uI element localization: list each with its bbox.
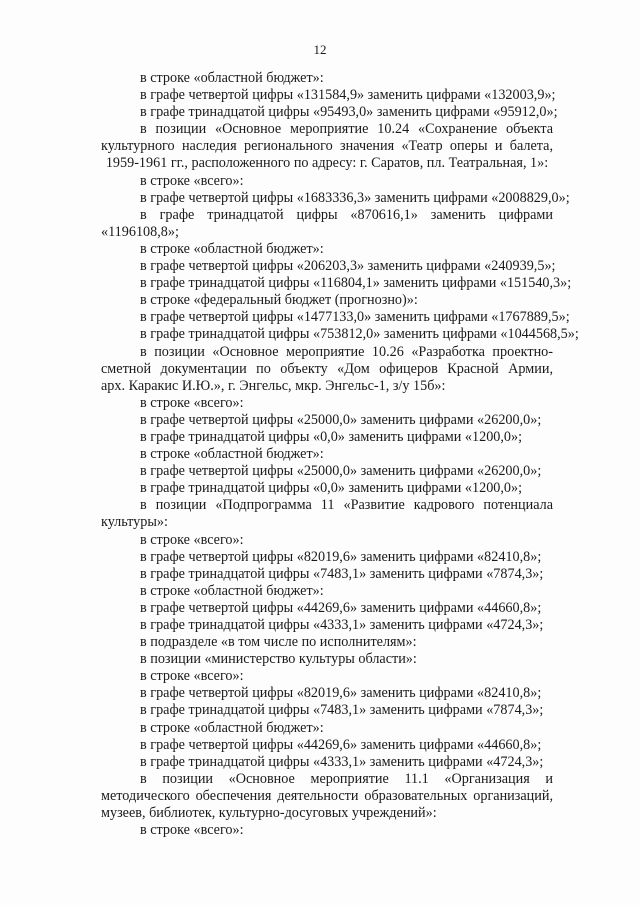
text-line: в строке «всего»: bbox=[140, 394, 244, 411]
text-line: в графе четвертой цифры «82019,6» заменить цифрами «82410,8»; bbox=[140, 548, 542, 565]
text-line: в графе тринадцатой цифры «7483,1» заменить цифрами «7874,3»; bbox=[140, 565, 544, 582]
text-line: в строке «областной бюджет»: bbox=[140, 70, 324, 86]
text-line: в строке «областной бюджет»: bbox=[140, 240, 324, 257]
text-line: в строке «всего»: bbox=[140, 172, 244, 189]
text-line: в графе тринадцатой цифры «7483,1» заменить цифрами «7874,3»; bbox=[140, 702, 544, 719]
text-line: арх. Каракис И.Ю.», г. Энгельс, мкр. Энгельс-1, з/у 15б»: bbox=[101, 377, 446, 394]
text-line: в позиции «Основное мероприятие 10.24 «Сохранение объекта bbox=[140, 121, 553, 138]
text-line: культурного наследия регионального значения «Театр оперы и балета, bbox=[101, 138, 553, 155]
text-line: в графе тринадцатой цифры «0,0» заменить цифрами «1200,0»; bbox=[140, 480, 523, 497]
text-line: в графе тринадцатой цифры «753812,0» заменить цифрами «1044568,5»; bbox=[140, 326, 579, 343]
text-line: в графе тринадцатой цифры «4333,1» заменить цифрами «4724,3»; bbox=[140, 753, 544, 770]
text-line: в графе четвертой цифры «1477133,0» заменить цифрами «1767889,5»; bbox=[140, 309, 570, 326]
text-line: в графе тринадцатой цифры «95493,0» заменить цифрами «95912,0»; bbox=[140, 104, 558, 121]
text-line: в позиции «министерство культуры области»: bbox=[140, 651, 417, 668]
text-line: в строке «всего»: bbox=[140, 668, 244, 685]
text-line: сметной документации по объекту «Дом офицеров Красной Армии, bbox=[101, 360, 553, 377]
text-line: методического обеспечения деятельности образовательных организаций, bbox=[101, 787, 553, 804]
text-line: в строке «всего»: bbox=[140, 822, 244, 839]
text-line: в графе тринадцатой цифры «4333,1» заменить цифрами «4724,3»; bbox=[140, 617, 544, 633]
text-line: в позиции «Основное мероприятие 11.1 «Организация и bbox=[140, 770, 553, 787]
text-line: в подразделе «в том числе по исполнителям»: bbox=[140, 634, 417, 651]
document-body bbox=[101, 70, 579, 839]
text-line: в графе четвертой цифры «25000,0» заменить цифрами «26200,0»; bbox=[140, 463, 542, 480]
text-line: в позиции «Основное мероприятие 10.26 «Разработка проектно- bbox=[140, 343, 553, 360]
text-line: в графе четвертой цифры «131584,9» заменить цифрами «132003,9»; bbox=[140, 87, 556, 104]
text-line: в графе четвертой цифры «44269,6» заменить цифрами «44660,8»; bbox=[140, 736, 542, 753]
text-line: в графе тринадцатой цифры «116804,1» заменить цифрами «151540,3»; bbox=[140, 275, 572, 292]
page-number: 12 bbox=[313, 42, 327, 57]
text-line: музеев, библиотек, культурно-досуговых учреждений»: bbox=[101, 805, 437, 822]
text-line: в графе тринадцатой цифры «870616,1» заменить цифрами bbox=[140, 206, 553, 223]
text-line: в графе четвертой цифры «82019,6» заменить цифрами «82410,8»; bbox=[140, 685, 542, 702]
text-line: в графе четвертой цифры «206203,3» заменить цифрами «240939,5»; bbox=[140, 258, 556, 275]
text-line: в строке «федеральный бюджет (прогнозно)»: bbox=[140, 292, 418, 309]
text-line: «1196108,8»; bbox=[101, 223, 179, 240]
text-line: в графе четвертой цифры «1683336,3» заменить цифрами «2008829,0»; bbox=[140, 189, 570, 206]
text-line: в строке «областной бюджет»: bbox=[140, 719, 324, 736]
text-line: в строке «областной бюджет»: bbox=[140, 446, 324, 463]
text-line: в строке «всего»: bbox=[140, 531, 244, 548]
text-line: в графе четвертой цифры «44269,6» заменить цифрами «44660,8»; bbox=[140, 599, 542, 616]
text-line: 1959-1961 гг., расположенного по адресу: г. Саратов, пл. Театральная, 1»: bbox=[105, 155, 549, 172]
text-line: в строке «областной бюджет»: bbox=[140, 582, 324, 599]
text-line: культуры»: bbox=[101, 514, 168, 531]
text-line: в позиции «Подпрограмма 11 «Развитие кадрового потенциала bbox=[140, 497, 553, 514]
text-line: в графе четвертой цифры «25000,0» заменить цифрами «26200,0»; bbox=[140, 411, 542, 428]
text-line: в графе тринадцатой цифры «0,0» заменить цифрами «1200,0»; bbox=[140, 428, 523, 445]
